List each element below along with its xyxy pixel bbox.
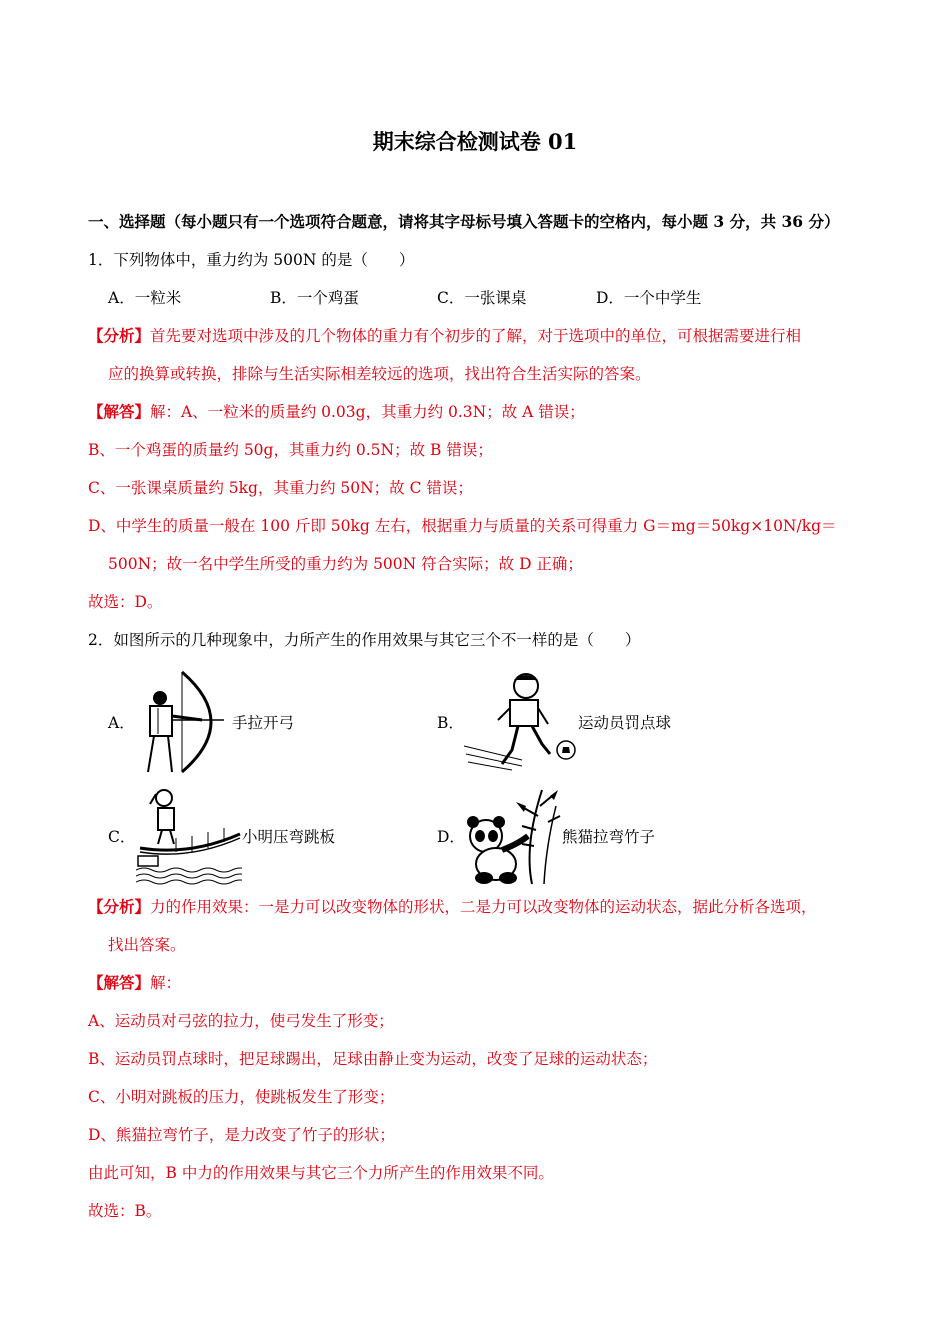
q2-answer-c: C、小明对跳板的压力，使跳板发生了形变； bbox=[88, 1088, 395, 1106]
q2-analysis-cont: 找出答案。 bbox=[108, 936, 186, 954]
q2-option-c-caption: 小明压弯跳板 bbox=[242, 828, 336, 846]
q1-analysis-tag: 【分析】 bbox=[88, 326, 151, 345]
q2-answer-a: A、运动员对弓弦的拉力，使弓发生了形变； bbox=[88, 1012, 394, 1030]
q2-conclusion: 由此可知，B 中力的作用效果与其它三个力所产生的作用效果不同。 bbox=[88, 1164, 554, 1182]
q2-answer-head: 解： bbox=[150, 974, 182, 992]
q1-option-b: B．一个鸡蛋 bbox=[270, 289, 359, 307]
q2-choice: 故选：B。 bbox=[88, 1202, 162, 1220]
q2-answer-tag: 【解答】 bbox=[88, 973, 151, 992]
q2-analysis-tag: 【分析】 bbox=[88, 897, 151, 916]
q1-analysis bbox=[88, 326, 801, 346]
q1-option-c: C．一张课桌 bbox=[437, 289, 527, 307]
q1-option-d: D．一个中学生 bbox=[596, 289, 702, 307]
q2-option-a-letter: A． bbox=[108, 714, 135, 732]
q2-option-a-caption: 手拉开弓 bbox=[232, 714, 295, 732]
q1-analysis-cont: 应的换算或转换，排除与生活实际相差较远的选项，找出符合生活实际的答案。 bbox=[108, 365, 651, 383]
q2-analysis-text: 力的作用效果：一是力可以改变物体的形状，二是力可以改变物体的运动状态，据此分析各选项， bbox=[150, 898, 817, 916]
page-title: 期末综合检测试卷 01 bbox=[372, 129, 578, 154]
q1-answer-b: B、一个鸡蛋的质量约 50g，其重力约 0.5N；故 B 错误； bbox=[88, 441, 493, 459]
soccer-kick-figure bbox=[462, 668, 582, 776]
q1-analysis-text: 首先要对选项中涉及的几个物体的重力有个初步的了解，对于选项中的单位，可根据需要进行相 bbox=[150, 327, 802, 345]
q2-option-d-letter: D． bbox=[437, 828, 465, 846]
q2-option-b-caption: 运动员罚点球 bbox=[578, 714, 672, 732]
q1-stem: 1．下列物体中，重力约为 500N 的是（ ） bbox=[88, 251, 415, 269]
q2-answer-b: B、运动员罚点球时，把足球踢出，足球由静止变为运动，改变了足球的运动状态； bbox=[88, 1050, 658, 1068]
q1-answer-tag: 【解答】 bbox=[88, 402, 151, 421]
q2-answer-d: D、熊猫拉弯竹子，是力改变了竹子的形状； bbox=[88, 1126, 395, 1144]
q1-option-a: A．一粒米 bbox=[108, 289, 182, 307]
diving-board-figure bbox=[136, 786, 242, 886]
panda-bamboo-figure bbox=[462, 786, 562, 886]
q2-option-c-letter: C． bbox=[108, 828, 136, 846]
q2-option-d-caption: 熊猫拉弯竹子 bbox=[562, 828, 656, 846]
q1-answer-d-cont: 500N；故一名中学生所受的重力约为 500N 符合实际；故 D 正确； bbox=[108, 555, 583, 573]
q1-answer bbox=[88, 402, 585, 422]
q1-answer-text: 解：A、一粒米的质量约 0.03g，其重力约 0.3N；故 A 错误； bbox=[150, 403, 585, 421]
archer-figure bbox=[136, 668, 228, 776]
q2-answer bbox=[88, 973, 181, 993]
q2-analysis bbox=[88, 897, 817, 917]
section-heading: 一、选择题（每小题只有一个选项符合题意，请将其字母标号填入答题卡的空格内，每小题 3 分，共 36 分） bbox=[88, 212, 840, 231]
q2-stem: 2．如图所示的几种现象中，力所产生的作用效果与其它三个不一样的是（ ） bbox=[88, 631, 641, 649]
q1-answer-d: D、中学生的质量一般在 100 斤即 50kg 左右，根据重力与质量的关系可得重力 G＝mg＝50kg×10N/kg＝ bbox=[88, 517, 837, 535]
q1-choice: 故选：D。 bbox=[88, 593, 163, 611]
q2-option-b-letter: B． bbox=[437, 714, 464, 732]
q1-answer-c: C、一张课桌质量约 5kg，其重力约 50N；故 C 错误； bbox=[88, 479, 473, 497]
